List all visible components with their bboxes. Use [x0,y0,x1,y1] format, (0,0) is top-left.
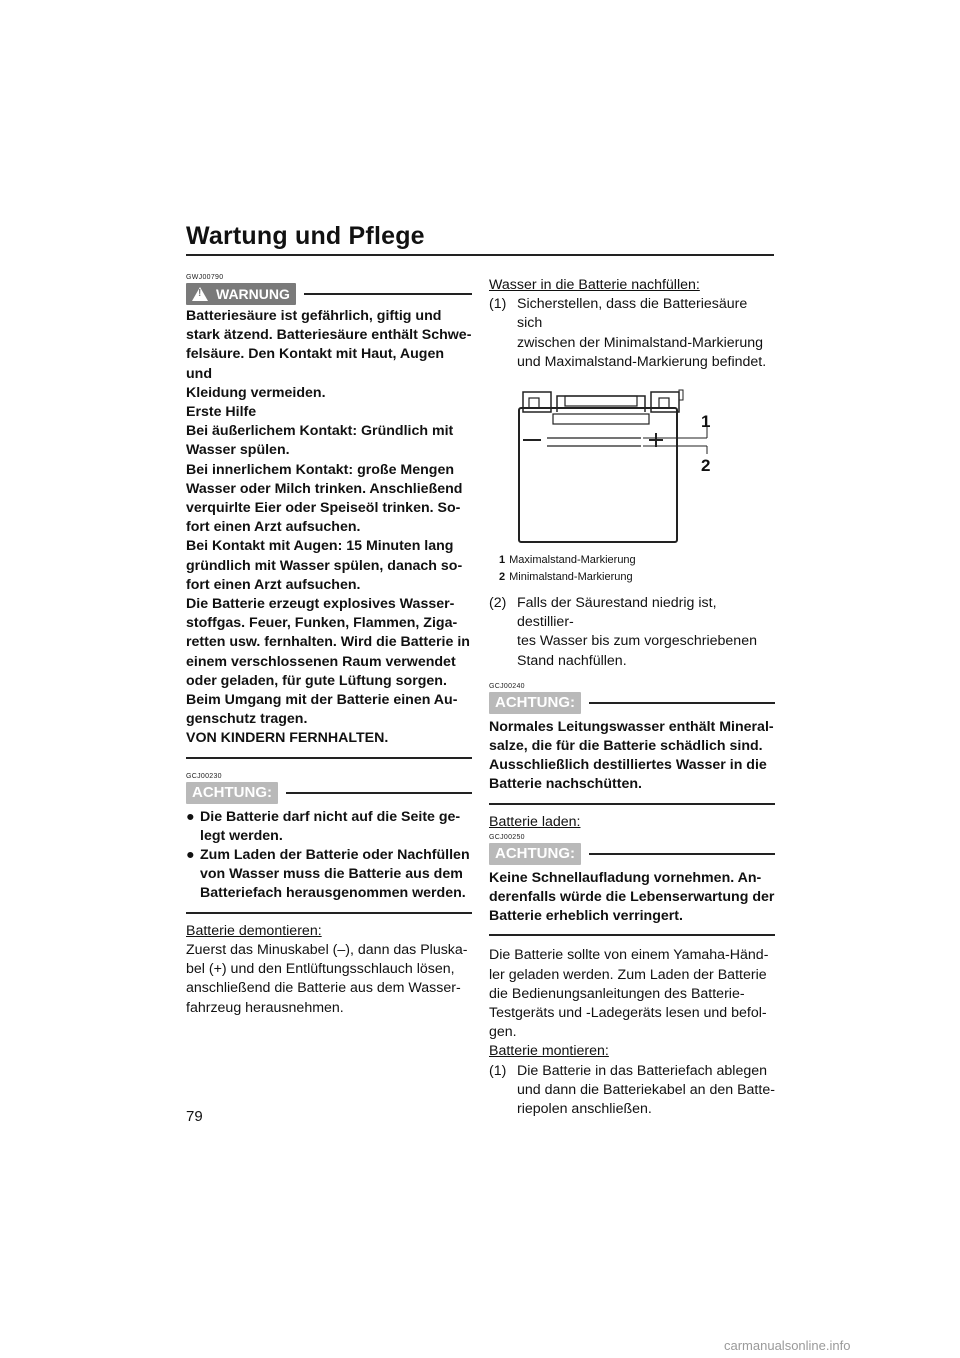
caption-item [499,569,775,586]
warning-code: GWJ00790 [186,274,224,281]
charge-line: Die Batterie sollte von einem Yamaha-Händ- [489,947,769,964]
caption-text: Minimalstand-Markierung [509,571,633,584]
step-line: Sicherstellen, dass die Batteriesäure sich [517,296,748,332]
caution3-line: Keine Schnellaufladung vornehmen. An- [489,869,762,886]
step-line: tes Wasser bis zum vorgeschriebenen [517,633,757,650]
caution-bullet [186,846,472,904]
caution-bullet-line: legt werden. [200,827,283,844]
page-title: Wartung und Pflege [186,222,425,250]
charge-line: gen. [489,1024,517,1041]
warning-line: Wasser spülen. [186,442,290,459]
caption-text: Maximalstand-Markierung [509,554,636,567]
step-line: Stand nachfüllen. [517,652,627,669]
warning-line: Wasser oder Milch trinken. Anschließend [186,480,463,497]
step-line: Die Batterie in das Batteriefach ablegen [517,1062,768,1079]
remove-line: fahrzeug herausnehmen. [186,999,344,1016]
warning-line: Die Batterie erzeugt explosives Wasser- [186,596,455,613]
warning-line: fort einen Arzt aufsuchen. [186,519,361,536]
warning-line: fort einen Arzt aufsuchen. [186,576,361,593]
remove-line: bel (+) und den Entlüftungsschlauch lösen, [186,961,455,978]
title-rule [186,254,774,256]
caution2-label: ACHTUNG: [489,692,581,714]
warning-line: stark ätzend. Batteriesäure enthält Schwe- [186,327,472,344]
bullet-icon: ● [186,847,195,864]
warning-line: einem verschlossenen Raum verwendet [186,653,456,670]
caution2-code: GCJ00240 [489,682,525,690]
step-number: (1) [489,1062,507,1079]
caution3-header-rule [589,853,775,855]
charge-heading: Batterie laden: [489,813,581,830]
caution2-text [489,718,775,795]
warning-line: felsäure. Den Kontakt mit Haut, Augen und [186,346,445,382]
warning-header-rule [304,293,472,295]
caution-bullet-line: Die Batterie darf nicht auf die Seite ge- [200,808,461,825]
caution-text [186,808,472,904]
caution3-label: ACHTUNG: [489,843,581,865]
caution2-line: Batterie nachschütten. [489,776,642,793]
bullet-icon: ● [186,808,195,825]
install-step-1 [489,1062,775,1120]
step-number: (2) [489,595,507,612]
charge-text [489,946,775,1061]
step-line: und dann die Batteriekabel an den Batte- [517,1081,775,1098]
caption-number: 2 [499,571,506,584]
warning-line: Batteriesäure ist gefährlich, giftig und [186,308,442,324]
warning-line: VON KINDERN FERNHALTEN. [186,730,389,747]
caution2-header-rule [589,702,775,704]
warning-line: Bei äußerlichem Kontakt: Gründlich mit [186,423,454,440]
refill-heading: Wasser in die Batterie nachfüllen: [489,277,700,293]
warning-header [186,283,472,305]
caution3-line: Batterie erheblich verringert. [489,908,683,925]
caution2-line: Normales Leitungswasser enthält Mineral- [489,718,774,735]
warning-line: oder geladen, für gute Lüftung sorgen. [186,672,447,689]
warning-line: retten usw. fernhalten. Wird die Batterie in [186,634,470,651]
warning-line: Erste Hilfe [186,404,257,421]
warning-line: stoffgas. Feuer, Funken, Flammen, Ziga- [186,615,458,632]
caption-number: 1 [499,554,506,567]
caution2-header [489,692,775,714]
caution-bullet-line: Zum Laden der Batterie oder Nachfüllen [200,847,470,864]
callout-2: 2 [701,456,711,476]
caution2-line: salze, die für die Batterie schädlich sind. [489,738,763,755]
charge-line: ler geladen werden. Zum Laden der Batterie [489,966,767,983]
warning-line: Bei Kontakt mit Augen: 15 Minuten lang [186,538,454,555]
warning-line: genschutz tragen. [186,711,308,728]
warning-line: Kleidung vermeiden. [186,384,326,401]
step-line: riepolen anschließen. [517,1101,652,1118]
caution3-line: derenfalls würde die Lebenserwartung der [489,889,775,906]
refill-step-2 [489,594,775,671]
caution3-end-rule [489,934,775,936]
remove-section [186,922,472,1018]
warning-line: Bei innerlichem Kontakt: große Mengen [186,461,455,478]
warning-triangle-icon: ! [192,287,208,301]
warning-text [186,307,472,749]
page-number: 79 [186,1108,203,1125]
caption-item [499,552,775,569]
remove-heading: Batterie demontieren: [186,922,322,939]
watermark: carmanualsonline.info [724,1338,851,1353]
caution-end-rule [186,912,472,914]
remove-line: anschließend die Batterie aus dem Wasser- [186,980,461,997]
caution-bullet-line: Batteriefach herausgenommen werden. [200,885,466,902]
caution-header [186,782,472,804]
caution2-end-rule [489,803,775,805]
caution3-text [489,869,775,927]
warning-label-text: WARNUNG [216,286,290,302]
battery-illustration [513,386,753,550]
warning-end-rule [186,757,472,759]
warning-line: Beim Umgang mit der Batterie einen Au- [186,692,458,709]
caution2-line: Ausschließlich destilliertes Wasser in die [489,757,767,774]
caution-code: GCJ00230 [186,772,222,780]
left-column [186,274,472,1018]
battery-figure [489,386,775,550]
figure-captions [489,552,775,586]
warning-label [186,283,296,305]
charge-line: Testgeräts und -Ladegeräts lesen und befol- [489,1005,767,1022]
caution3-header [489,843,775,865]
charge-line: die Bedienungsanleitungen des Batterie- [489,985,745,1002]
install-heading: Batterie montieren: [489,1043,609,1060]
refill-step-1 [489,295,775,372]
warning-line: verquirlte Eier oder Speiseöl trinken. So- [186,500,461,517]
warning-line: gründlich mit Wasser spülen, danach so- [186,557,463,574]
step-line: Falls der Säurestand niedrig ist, destillier- [517,595,717,631]
caution-label: ACHTUNG: [186,782,278,804]
remove-line: Zuerst das Minuskabel (–), dann das Pluska- [186,941,468,958]
right-column [489,274,775,1119]
step-number: (1) [489,296,507,313]
caution-bullet [186,808,472,846]
step-line: und Maximalstand-Markierung befindet. [517,353,767,370]
step-line: zwischen der Minimalstand-Markierung [517,334,764,351]
caution-bullet-line: von Wasser muss die Batterie aus dem [200,866,463,883]
callout-1: 1 [701,412,711,432]
caution-header-rule [286,792,472,794]
caution3-code: GCJ00250 [489,833,525,841]
